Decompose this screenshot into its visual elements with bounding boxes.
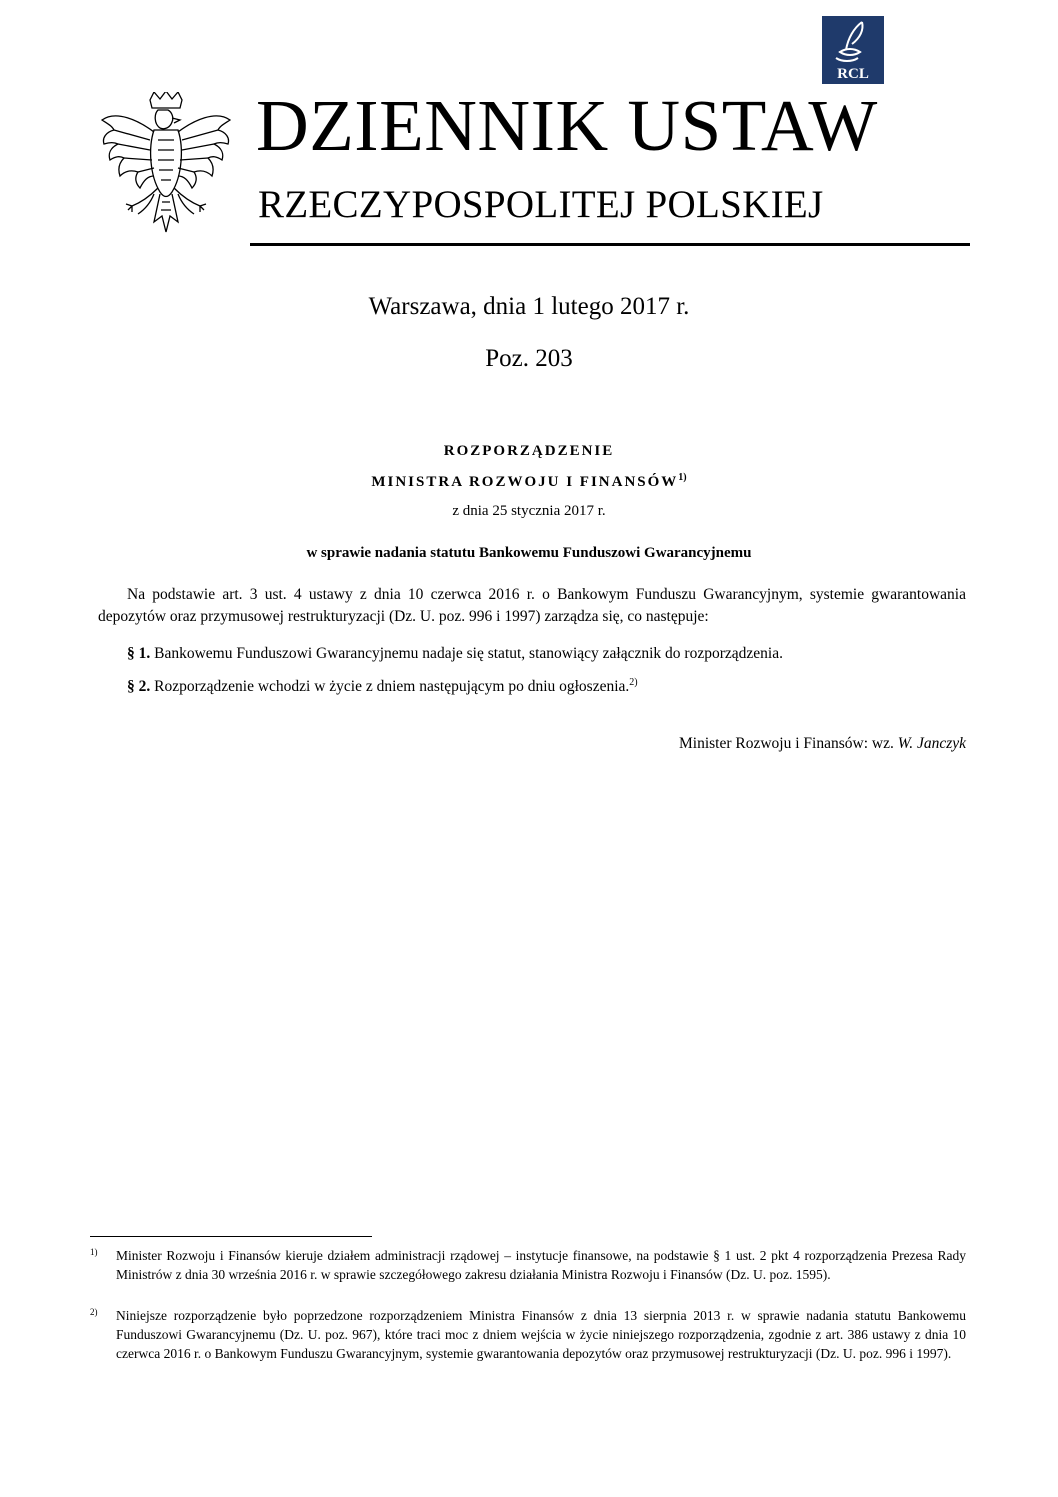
- signature: [679, 733, 966, 755]
- paragraph-1: [98, 643, 966, 665]
- paragraph-2: [98, 676, 966, 698]
- footnote-1-text: Minister Rozwoju i Finansów kieruje działem administracji rządowej – instytucje finansowe, na podstawie § 1 ust. 2 pkt 4 rozporządzenia Prezesa Rady Ministrów z dnia 30 września 2016 r. w sprawie szczegółowego zakresu działania Ministra Rozwoju i Finansów (Dz. U. poz. 1595).: [116, 1248, 966, 1282]
- journal-title: DZIENNIK USTAW: [256, 85, 878, 166]
- polish-eagle-emblem-icon: [98, 92, 234, 242]
- preamble: Na podstawie art. 3 ust. 4 ustawy z dnia 10 czerwca 2016 r. o Bankowym Funduszu Gwarancyjnym, systemie gwarantowania depozytów oraz przymusowej restrukturyzacji (Dz. U. poz. 996 i 1997) zarządza się, co następuje:: [98, 586, 966, 625]
- footnote-2-text: Niniejsze rozporządzenie było poprzedzone rozporządzeniem Ministra Finansów z dnia 13 sierpnia 2013 r. w sprawie nadania statutu Bankowemu Funduszowi Gwarancyjnemu (Dz. U. poz. 967), które traci moc z dniem wejścia w życie niniejszego rozporządzenia, zgodnie z art. 386 ustawy z dnia 10 czerwca 2016 r. o Bankowym Funduszu Gwarancyjnym, systemie gwarantowania depozytów oraz przymusowej restrukturyzacji (Dz. U. poz. 996 i 1997).: [116, 1308, 966, 1361]
- footnote-ref-1: 1): [678, 472, 687, 483]
- footnote-1: [90, 1246, 966, 1284]
- quill-icon: [836, 22, 863, 61]
- footnote-2: [90, 1306, 966, 1363]
- footnote-ref-2: 2): [629, 676, 638, 688]
- rcl-logo-text: RCL: [837, 66, 869, 82]
- act-issuer: [0, 468, 1058, 492]
- publication-position: Poz. 203: [485, 345, 573, 372]
- paragraph-1-number: § 1.: [127, 645, 151, 662]
- footnote-1-mark: 1): [90, 1247, 98, 1257]
- act-subject: w sprawie nadania statutu Bankowemu Funduszowi Gwarancyjnemu: [306, 545, 752, 561]
- act-type: ROZPORZĄDZENIE: [443, 443, 615, 459]
- paragraph-1-text: Bankowemu Funduszowi Gwarancyjnemu nadaje się statut, stanowiący załącznik do rozporządzenia.: [150, 645, 783, 662]
- signature-name: W. Janczyk: [897, 735, 966, 752]
- footnote-2-mark: 2): [90, 1307, 98, 1317]
- rcl-logo: [822, 16, 884, 84]
- publication-date: Warszawa, dnia 1 lutego 2017 r.: [368, 293, 690, 320]
- footnote-separator: [90, 1236, 372, 1237]
- header-rule: [250, 243, 970, 246]
- signature-prefix: Minister Rozwoju i Finansów: wz.: [678, 735, 898, 752]
- act-issuer-text: MINISTRA ROZWOJU I FINANSÓW: [371, 474, 679, 490]
- paragraph-2-number: § 2.: [127, 678, 151, 695]
- paragraph-2-text: Rozporządzenie wchodzi w życie z dniem następującym po dniu ogłoszenia.: [150, 678, 630, 695]
- act-date: z dnia 25 stycznia 2017 r.: [452, 503, 606, 519]
- journal-subtitle: RZECZYPOSPOLITEJ POLSKIEJ: [258, 183, 824, 226]
